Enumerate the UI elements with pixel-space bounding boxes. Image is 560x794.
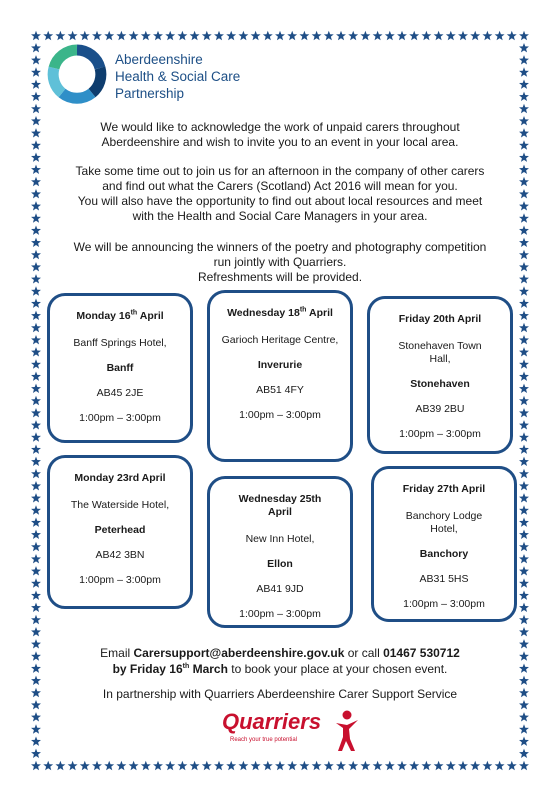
event-time: 1:00pm – 3:00pm — [79, 412, 161, 424]
event-town: Inverurie — [257, 359, 303, 371]
border-star-icon — [141, 31, 151, 40]
border-star-icon — [165, 31, 175, 40]
border-star-icon — [31, 408, 41, 417]
border-star-icon — [31, 55, 41, 64]
border-star-icon — [31, 311, 41, 320]
border-star-icon — [324, 761, 334, 770]
border-star-icon — [519, 761, 529, 770]
intro-paragraph-1 — [40, 120, 520, 150]
event-postcode: AB41 9JD — [256, 583, 304, 595]
border-star-icon — [31, 615, 41, 624]
border-star-icon — [421, 761, 431, 770]
contact-phone[interactable]: 01467 530712 — [383, 646, 460, 660]
border-star-icon — [31, 724, 41, 733]
border-star-icon — [153, 761, 163, 770]
border-star-icon — [519, 67, 529, 76]
border-star-icon — [519, 590, 529, 599]
border-star-icon — [446, 31, 456, 40]
border-star-icon — [31, 566, 41, 575]
border-star-icon — [519, 517, 529, 526]
org-name-line3: Partnership — [115, 86, 185, 101]
border-star-icon — [336, 761, 346, 770]
border-star-icon — [519, 298, 529, 307]
border-star-icon — [31, 627, 41, 636]
border-star-icon — [31, 712, 41, 721]
border-star-icon — [31, 700, 41, 709]
border-star-icon — [55, 31, 65, 40]
border-star-icon — [31, 396, 41, 405]
border-star-icon — [68, 31, 78, 40]
border-star-icon — [214, 761, 224, 770]
border-star-icon — [470, 761, 480, 770]
border-star-icon — [519, 432, 529, 441]
event-venue: Banff Springs Hotel, — [73, 337, 167, 349]
border-star-icon — [519, 177, 529, 186]
border-star-icon — [409, 31, 419, 40]
contact-text: or call — [344, 646, 384, 660]
border-star-icon — [446, 761, 456, 770]
border-star-icon — [348, 31, 358, 40]
border-star-icon — [55, 761, 65, 770]
border-star-icon — [31, 457, 41, 466]
border-star-icon — [409, 761, 419, 770]
event-time: 1:00pm – 3:00pm — [79, 574, 161, 586]
border-star-icon — [519, 700, 529, 709]
border-star-icon — [519, 481, 529, 490]
border-star-icon — [251, 761, 261, 770]
border-star-icon — [519, 712, 529, 721]
border-star-icon — [31, 505, 41, 514]
border-star-icon — [519, 530, 529, 539]
border-star-icon — [482, 31, 492, 40]
border-star-icon — [31, 554, 41, 563]
event-time: 1:00pm – 3:00pm — [403, 598, 485, 610]
border-star-icon — [31, 603, 41, 612]
event-time: 1:00pm – 3:00pm — [399, 428, 481, 440]
border-star-icon — [31, 530, 41, 539]
border-star-icon — [519, 31, 529, 40]
intro-line: and find out what the Carers (Scotland) Act 2016 will mean for you. — [102, 179, 458, 193]
border-star-icon — [31, 469, 41, 478]
border-star-icon — [31, 359, 41, 368]
border-star-icon — [519, 651, 529, 660]
border-star-icon — [519, 469, 529, 478]
intro-line: Refreshments will be provided. — [197, 270, 363, 284]
border-star-icon — [31, 736, 41, 745]
border-star-icon — [519, 140, 529, 149]
org-name-line2: Health & Social Care — [115, 69, 241, 84]
event-card-banff — [47, 293, 193, 443]
border-star-icon — [519, 359, 529, 368]
border-star-icon — [519, 566, 529, 575]
border-star-icon — [519, 165, 529, 174]
border-star-icon — [519, 505, 529, 514]
border-star-icon — [519, 724, 529, 733]
partnership-logo-icon — [47, 44, 107, 104]
border-star-icon — [43, 761, 53, 770]
border-star-icon — [519, 457, 529, 466]
intro-line: with the Health and Social Care Managers in your area. — [132, 209, 428, 223]
border-star-icon — [31, 761, 41, 770]
border-star-icon — [519, 408, 529, 417]
event-day: Friday 20th April — [398, 313, 482, 325]
intro-paragraph-2 — [40, 164, 520, 224]
border-star-icon — [519, 554, 529, 563]
border-star-icon — [519, 201, 529, 210]
border-star-icon — [287, 31, 297, 40]
intro-line: We would like to acknowledge the work of unpaid carers throughout — [100, 120, 460, 134]
border-star-icon — [31, 749, 41, 758]
border-star-icon — [519, 152, 529, 161]
event-postcode: AB42 3BN — [95, 549, 145, 561]
border-star-icon — [495, 761, 505, 770]
border-star-icon — [31, 67, 41, 76]
event-town: Banff — [106, 362, 134, 374]
border-star-icon — [519, 615, 529, 624]
border-star-icon — [312, 761, 322, 770]
border-star-icon — [31, 578, 41, 587]
border-star-icon — [92, 761, 102, 770]
border-star-icon — [238, 31, 248, 40]
border-star-icon — [31, 335, 41, 344]
border-star-icon — [519, 384, 529, 393]
border-star-icon — [434, 761, 444, 770]
border-star-icon — [31, 152, 41, 161]
border-star-icon — [214, 31, 224, 40]
border-star-icon — [336, 31, 346, 40]
border-star-icon — [519, 55, 529, 64]
contact-line-2 — [40, 661, 520, 677]
border-star-icon — [31, 286, 41, 295]
border-star-icon — [385, 31, 395, 40]
contact-line-1 — [40, 645, 520, 661]
border-star-icon — [519, 676, 529, 685]
quarriers-wordmark: Quarriers — [222, 709, 322, 734]
event-postcode: AB45 2JE — [96, 387, 144, 399]
border-star-icon — [458, 761, 468, 770]
border-star-icon — [31, 444, 41, 453]
border-star-icon — [458, 31, 468, 40]
border-star-icon — [519, 225, 529, 234]
event-card-stonehaven — [367, 296, 513, 454]
border-star-icon — [495, 31, 505, 40]
organisation-name — [115, 51, 240, 102]
border-star-icon — [519, 736, 529, 745]
border-star-icon — [226, 31, 236, 40]
border-star-icon — [104, 31, 114, 40]
border-star-icon — [31, 481, 41, 490]
border-star-icon — [31, 420, 41, 429]
booking-deadline: by Friday 16th March — [112, 662, 228, 676]
border-star-icon — [519, 311, 529, 320]
event-time: 1:00pm – 3:00pm — [239, 608, 321, 620]
border-star-icon — [226, 761, 236, 770]
border-star-icon — [507, 31, 517, 40]
border-star-icon — [31, 225, 41, 234]
event-town: Banchory — [419, 548, 469, 560]
border-star-icon — [31, 493, 41, 502]
contact-text: Email — [100, 646, 134, 660]
border-star-icon — [519, 542, 529, 551]
border-star-icon — [129, 31, 139, 40]
border-star-icon — [153, 31, 163, 40]
border-star-icon — [507, 761, 517, 770]
border-star-icon — [275, 31, 285, 40]
border-star-icon — [519, 92, 529, 101]
border-star-icon — [202, 761, 212, 770]
border-star-icon — [287, 761, 297, 770]
intro-paragraph-3 — [40, 240, 520, 285]
border-star-icon — [80, 31, 90, 40]
event-postcode: AB51 4FY — [256, 384, 304, 396]
border-star-icon — [519, 347, 529, 356]
border-star-icon — [519, 663, 529, 672]
border-star-icon — [251, 31, 261, 40]
contact-text: to book your place at your chosen event. — [227, 662, 448, 676]
border-star-icon — [31, 43, 41, 52]
border-star-icon — [104, 761, 114, 770]
border-star-icon — [92, 31, 102, 40]
border-star-icon — [519, 189, 529, 198]
border-star-icon — [519, 286, 529, 295]
border-star-icon — [373, 31, 383, 40]
border-star-icon — [519, 274, 529, 283]
border-star-icon — [519, 371, 529, 380]
border-star-icon — [263, 31, 273, 40]
border-star-icon — [519, 79, 529, 88]
border-star-icon — [519, 420, 529, 429]
border-star-icon — [31, 298, 41, 307]
event-venue: New Inn Hotel, — [245, 533, 315, 545]
event-town: Stonehaven — [410, 378, 470, 390]
border-star-icon — [190, 31, 200, 40]
border-star-icon — [275, 761, 285, 770]
border-star-icon — [31, 676, 41, 685]
border-star-icon — [519, 493, 529, 502]
border-star-icon — [519, 335, 529, 344]
border-star-icon — [519, 603, 529, 612]
border-star-icon — [202, 31, 212, 40]
border-star-icon — [519, 578, 529, 587]
intro-line: We will be announcing the winners of the poetry and photography competition — [73, 240, 487, 254]
event-venue: Garioch Heritage Centre, — [221, 334, 339, 346]
border-star-icon — [519, 444, 529, 453]
event-venue: The Waterside Hotel, — [70, 499, 170, 511]
quarriers-logo — [222, 707, 362, 755]
intro-line: run jointly with Quarriers. — [213, 255, 347, 269]
border-star-icon — [31, 104, 41, 113]
border-star-icon — [31, 79, 41, 88]
border-star-icon — [373, 761, 383, 770]
border-star-icon — [519, 43, 529, 52]
quarriers-tagline: Reach your true potential — [230, 737, 298, 743]
border-star-icon — [421, 31, 431, 40]
border-star-icon — [263, 761, 273, 770]
border-star-icon — [299, 31, 309, 40]
border-star-icon — [31, 384, 41, 393]
event-day: Wednesday 25th April — [238, 493, 322, 518]
border-star-icon — [141, 761, 151, 770]
contact-email-link[interactable]: Carersupport@aberdeenshire.gov.uk — [133, 646, 345, 660]
event-card-banchory — [371, 466, 517, 622]
border-star-icon — [31, 542, 41, 551]
event-venue: Stonehaven Town Hall, — [398, 340, 482, 365]
border-star-icon — [31, 432, 41, 441]
border-star-icon — [519, 262, 529, 271]
border-star-icon — [324, 31, 334, 40]
border-star-icon — [43, 31, 53, 40]
border-star-icon — [519, 688, 529, 697]
event-time: 1:00pm – 3:00pm — [239, 409, 321, 421]
intro-line: You will also have the opportunity to find out about local resources and meet — [77, 194, 483, 208]
event-venue: Banchory Lodge Hotel, — [405, 510, 483, 535]
border-star-icon — [31, 31, 41, 40]
border-star-icon — [31, 347, 41, 356]
border-star-icon — [385, 761, 395, 770]
event-day: Friday 27th April — [402, 483, 486, 495]
contact-info — [40, 645, 520, 677]
event-postcode: AB31 5HS — [419, 573, 469, 585]
border-star-icon — [177, 31, 187, 40]
border-star-icon — [519, 250, 529, 259]
partnership-statement: In partnership with Quarriers Aberdeenshire Carer Support Service — [102, 687, 458, 701]
event-day: Monday 23rd April — [74, 472, 166, 484]
event-day: Wednesday 18th April — [227, 306, 333, 319]
border-star-icon — [80, 761, 90, 770]
border-star-icon — [519, 749, 529, 758]
event-day: Monday 16th April — [76, 309, 164, 322]
border-star-icon — [129, 761, 139, 770]
border-star-icon — [312, 31, 322, 40]
event-town: Peterhead — [94, 524, 146, 536]
border-star-icon — [434, 31, 444, 40]
border-star-icon — [177, 761, 187, 770]
border-star-icon — [519, 213, 529, 222]
border-star-icon — [519, 238, 529, 247]
border-star-icon — [299, 761, 309, 770]
border-star-icon — [519, 639, 529, 648]
event-card-ellon — [207, 476, 353, 628]
border-star-icon — [519, 627, 529, 636]
border-star-icon — [68, 761, 78, 770]
border-star-icon — [31, 92, 41, 101]
border-star-icon — [238, 761, 248, 770]
border-star-icon — [519, 396, 529, 405]
border-star-icon — [116, 31, 126, 40]
border-star-icon — [519, 104, 529, 113]
border-star-icon — [360, 761, 370, 770]
border-star-icon — [31, 590, 41, 599]
border-star-icon — [31, 371, 41, 380]
border-star-icon — [165, 761, 175, 770]
border-star-icon — [31, 323, 41, 332]
border-star-icon — [470, 31, 480, 40]
event-postcode: AB39 2BU — [415, 403, 465, 415]
intro-line: Take some time out to join us for an afternoon in the company of other carers — [75, 164, 485, 178]
border-star-icon — [348, 761, 358, 770]
border-star-icon — [360, 31, 370, 40]
event-town: Ellon — [267, 558, 293, 570]
border-star-icon — [31, 517, 41, 526]
event-card-peterhead — [47, 455, 193, 609]
quarriers-figure-icon — [334, 709, 360, 753]
border-star-icon — [519, 116, 529, 125]
intro-line: Aberdeenshire and wish to invite you to an event in your local area. — [101, 135, 459, 149]
border-star-icon — [397, 31, 407, 40]
org-name-line1: Aberdeenshire — [115, 52, 203, 67]
border-star-icon — [519, 128, 529, 137]
border-star-icon — [190, 761, 200, 770]
border-star-icon — [519, 323, 529, 332]
border-star-icon — [116, 761, 126, 770]
border-star-icon — [482, 761, 492, 770]
border-star-icon — [397, 761, 407, 770]
event-card-inverurie — [207, 290, 353, 462]
